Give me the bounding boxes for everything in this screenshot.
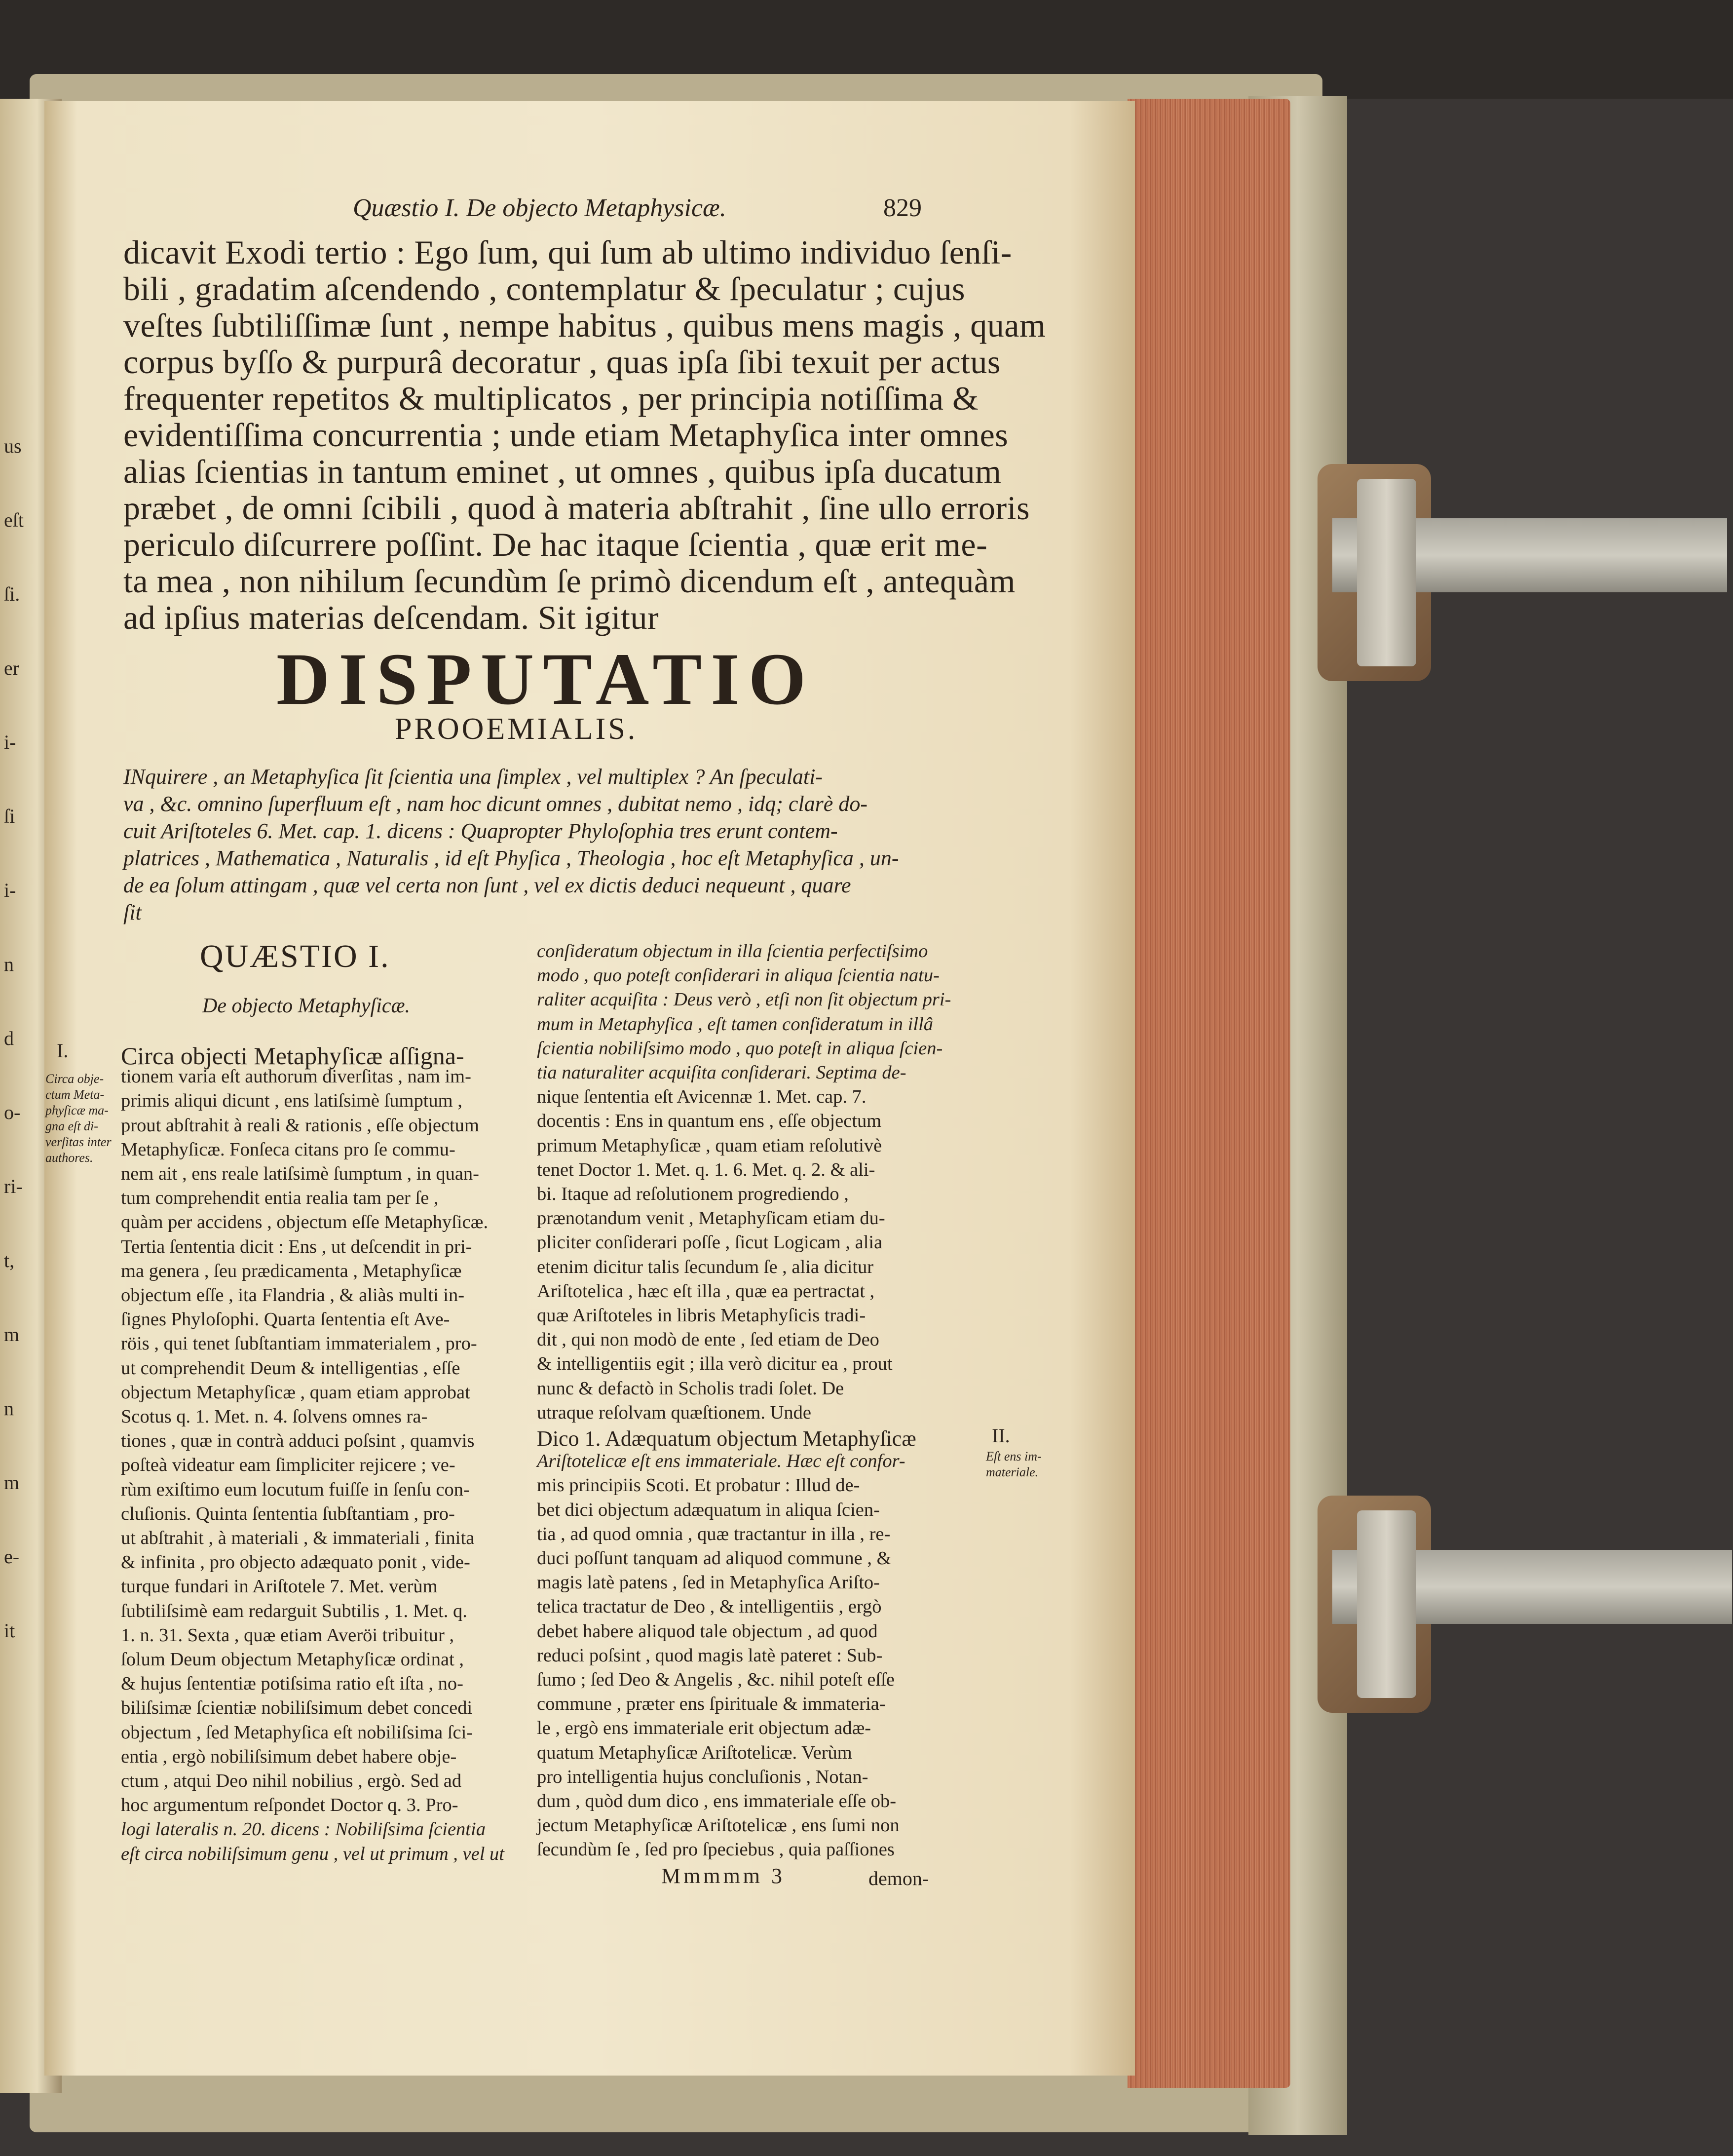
column-line: tiones , quæ in contrà adduci poſsint , quamvis xyxy=(121,1430,475,1452)
margin-note-line: ctum Meta- xyxy=(45,1087,105,1102)
column-line: tum comprehendit entia realia tam per ſe , xyxy=(121,1188,439,1209)
column-line: bi. Itaque ad reſolutionem progrediendo , xyxy=(537,1184,849,1204)
page-number: 829 xyxy=(883,194,922,222)
column-line: pro intelligentia hujus concluſionis , Notan- xyxy=(537,1766,868,1787)
column-line: rùm exiſtimo eum locutum fuiſſe in ſenſu con- xyxy=(121,1479,470,1500)
column-line: ſignes Phyloſophi. Quarta ſententia eſt Ave- xyxy=(121,1309,450,1330)
disputatio-subtitle: PROOEMIALIS. xyxy=(395,712,638,746)
column-line: Ariſtotelicæ eſt ens immateriale. Hæc eſt confor- xyxy=(537,1451,905,1472)
column-line: modo , quo poteſt conſiderari in aliqua ſcientia natu- xyxy=(537,965,940,986)
column-line: tia , ad quod omnia , quæ tractantur in illa , re- xyxy=(537,1523,891,1544)
facing-page-fragment: er xyxy=(4,657,20,679)
disputatio-title: DISPUTATIO xyxy=(276,638,815,720)
column-line: commune , præter ens ſpirituale & immateria- xyxy=(537,1694,886,1715)
margin-note-right xyxy=(986,1449,1042,1480)
facing-page-fragment: it xyxy=(4,1619,15,1642)
clasp-plate-bottom xyxy=(1357,1510,1416,1698)
body-line: dicavit Exodi tertio : Ego ſum, qui ſum ab ultimo individuo ſenſi- xyxy=(123,233,1012,271)
column-line: reduci poſsint , quod magis latè pateret : Sub- xyxy=(537,1645,883,1666)
margin-note-left xyxy=(45,1071,112,1166)
column-line: pliciter conſiderari poſſe , ſicut Logicam , alia xyxy=(537,1232,883,1253)
column-line: & intelligentiis egit ; illa verò dicitur ea , prout xyxy=(537,1353,893,1375)
column-line: utraque reſolvam quæſtionem. Unde xyxy=(537,1402,811,1423)
column-line: logi lateralis n. 20. dicens : Nobiliſsima ſcientia xyxy=(121,1819,486,1840)
question-heading: QUÆSTIO I. xyxy=(200,938,390,974)
body-line: ta mea , non nihilum ſecundùm ſe primò dicendum eſt , antequàm xyxy=(123,562,1016,600)
margin-note-line: verſitas inter xyxy=(45,1135,112,1149)
facing-page-fragment: eſt xyxy=(4,509,24,531)
column-line: magis latè patens , ſed in Metaphyſica Ariſto- xyxy=(537,1572,880,1593)
margin-note-line: Eſt ens im- xyxy=(986,1449,1042,1463)
intro-line: cuit Ariſtoteles 6. Met. cap. 1. dicens : Quapropter Phyloſophia tres erunt contem- xyxy=(123,819,838,843)
facing-page-fragment: t, xyxy=(4,1249,15,1271)
margin-note-line: Circa obje- xyxy=(45,1072,104,1086)
column-line: ſcientia nobiliſsimo modo , quo poteſt in aliqua ſcien- xyxy=(537,1038,943,1059)
facing-page-fragment: i- xyxy=(4,879,16,901)
column-line: & infinita , pro objecto adæquato ponit , vide- xyxy=(121,1552,470,1573)
running-head: Quæstio I. De objecto Metaphysicæ. xyxy=(353,194,726,222)
facing-page-fragment: m xyxy=(4,1471,20,1494)
column-line: quàm per accidens , objectum eſſe Metaphyſicæ. xyxy=(121,1212,489,1233)
body-line: evidentiſſima concurrentia ; unde etiam Metaphyſica inter omnes xyxy=(123,416,1009,454)
column-line: 1. n. 31. Sexta , quæ etiam Averöi tribuitur , xyxy=(121,1624,454,1646)
column-line: docentis : Ens in quantum ens , eſſe objectum xyxy=(537,1111,882,1132)
body-line: corpus byſſo & purpurâ decoratur , quas ipſa ſibi texuit per actus xyxy=(123,343,1001,381)
column-line: nunc & defactò in Scholis tradi ſolet. De xyxy=(537,1378,844,1399)
facing-page-fragment: n xyxy=(4,953,14,975)
margin-note-line: phyſicæ ma- xyxy=(45,1103,109,1117)
intro-line: INquirere , an Metaphyſica ſit ſcientia una ſimplex , vel multiplex ? An ſpeculati- xyxy=(123,765,823,789)
body-line: frequenter repetitos & multiplicatos , per principia notiſſima & xyxy=(123,380,979,417)
column-line: & hujus ſententiæ potiſsima ratio eſt iſta , no- xyxy=(121,1673,463,1694)
intro-line: de ea ſolum attingam , quæ vel certa non ſunt , vel ex dictis deduci nequeunt , quare xyxy=(123,873,851,897)
facing-page-fragment: o- xyxy=(4,1101,21,1123)
fore-edge-red xyxy=(1128,99,1290,2088)
column-line: cluſionis. Quinta ſententia ſubſtantiam , pro- xyxy=(121,1503,455,1524)
column-line: raliter acquiſita : Deus verò , etſi non ſit objectum pri- xyxy=(537,989,951,1010)
column-line: debet habere aliquod tale objectum , ad quod xyxy=(537,1620,878,1642)
column-line: Tertia ſententia dicit : Ens , ut deſcendit in pri- xyxy=(121,1236,472,1257)
column-line: Dico 1. Adæquatum objectum Metaphyſicæ xyxy=(537,1426,916,1451)
column-line: objectum , ſed Metaphyſica eſt nobiliſsima ſci- xyxy=(121,1722,473,1743)
column-line: röis , qui tenet ſubſtantiam immaterialem , pro- xyxy=(121,1333,477,1354)
margin-note-line: materiale. xyxy=(986,1465,1039,1479)
column-line: ctum , atqui Deo nihil nobilius , ergò. Sed ad xyxy=(121,1771,462,1791)
facing-page-fragment: n xyxy=(4,1397,14,1420)
column-line: conſideratum objectum in illa ſcientia perfectiſsimo xyxy=(537,941,928,962)
column-line: dum , quòd dum dico , ens immateriale eſſe ob- xyxy=(537,1791,897,1811)
column-line: duci poſſunt tanquam ad aliquod commune , & xyxy=(537,1548,892,1569)
column-line: tenet Doctor 1. Met. q. 1. 6. Met. q. 2. & ali- xyxy=(537,1159,875,1180)
column-line: le , ergò ens immateriale erit objectum adæ- xyxy=(537,1718,871,1739)
column-line: prænotandum venit , Metaphyſicam etiam du- xyxy=(537,1208,885,1229)
column-line: objectum eſſe , ita Flandria , & aliàs multi in- xyxy=(121,1285,465,1306)
column-line: telica tractatur de Deo , & intelligentiis , ergò xyxy=(537,1596,882,1617)
column-line: mis principiis Scoti. Et probatur : Illud de- xyxy=(537,1475,860,1496)
column-line: Metaphyſicæ. Fonſeca citans pro ſe commu- xyxy=(121,1139,455,1160)
column-line: Circa objecti Metaphyſicæ aſſigna- xyxy=(121,1042,464,1070)
column-line: ut comprehendit Deum & intelligentias , eſſe xyxy=(121,1357,460,1379)
column-line: tionem varia eſt authorum diverſitas , nam im- xyxy=(121,1066,471,1087)
facing-page-fragment: e- xyxy=(4,1545,20,1568)
intro-line: va , &c. omnino ſuperfluum eſt , nam hoc dicunt omnes , dubitat nemo , idq; clarè do- xyxy=(123,792,867,816)
column-line: turque fundari in Ariſtotele 7. Met. verùm xyxy=(121,1576,438,1597)
margin-number-right: II. xyxy=(992,1424,1010,1447)
column-line: jectum Metaphyſicæ Ariſtotelicæ , ens ſumi non xyxy=(537,1815,900,1836)
column-line: ut abſtrahit , à materiali , & immateriali , finita xyxy=(121,1528,475,1548)
column-line: ſolum Deum objectum Metaphyſicæ ordinat , xyxy=(121,1649,464,1670)
column-line: mum in Metaphyſica , eſt tamen conſideratum in illâ xyxy=(537,1013,934,1035)
catchword: demon- xyxy=(868,1867,929,1889)
facing-page-fragment: i- xyxy=(4,731,16,753)
facing-page-fragment: ſi. xyxy=(4,583,20,605)
margin-number-left: I. xyxy=(57,1040,69,1062)
column-line: tia naturaliter acquiſita conſiderari. Septima de- xyxy=(537,1062,906,1083)
intro-line: platrices , Mathematica , Naturalis , id eſt Phyſica , Theologia , hoc eſt Metaphyſica , un- xyxy=(123,846,899,870)
margin-note-line: gna eſt di- xyxy=(45,1119,98,1133)
facing-page-fragment: ſi xyxy=(4,805,15,827)
body-line: præbet , de omni ſcibili , quod à materia abſtrahit , ſine ullo erroris xyxy=(123,489,1030,527)
column-line: nem ait , ens reale latiſsimè ſumptum , in quan- xyxy=(121,1163,479,1184)
column-line: Ariſtotelica , hæc eſt illa , quæ ea pertractat , xyxy=(537,1280,875,1302)
column-line: ma genera , ſeu prædicamenta , Metaphyſicæ xyxy=(121,1260,462,1281)
body-line: bili , gradatim aſcendendo , contemplatur & ſpeculatur ; cujus xyxy=(123,270,965,308)
column-line: bet dici objectum adæquatum in aliqua ſcien- xyxy=(537,1499,880,1520)
column-line: prout abſtrahit à reali & rationis , eſſe objectum xyxy=(121,1115,479,1136)
column-line: Scotus q. 1. Met. n. 4. ſolvens omnes ra- xyxy=(121,1406,428,1427)
body-line: ad ipſius materias deſcendam. Sit igitur xyxy=(123,599,659,636)
column-line: entia , ergò nobiliſsimum debet habere obje- xyxy=(121,1746,457,1767)
facing-page-fragment: d xyxy=(4,1027,14,1049)
column-line: quatum Metaphyſicæ Ariſtotelicæ. Verùm xyxy=(537,1742,852,1763)
column-line: primis aliqui dicunt , ens latiſsimè ſumptum , xyxy=(121,1090,462,1112)
body-line: veſtes ſubtiliſſimæ ſunt , nempe habitus , quibus mens magis , quam xyxy=(123,307,1046,344)
intro-line: ſit xyxy=(123,900,142,924)
clasp-plate-top xyxy=(1357,479,1416,666)
facing-page-fragment: ri- xyxy=(4,1175,23,1197)
facing-page-fragment: m xyxy=(4,1323,20,1346)
signature-mark: Mmmmm 3 xyxy=(661,1864,786,1888)
column-line: objectum Metaphyſicæ , quam etiam approbat xyxy=(121,1382,470,1403)
column-line: quæ Ariſtoteles in libris Metaphyſicis tradi- xyxy=(537,1305,866,1326)
column-line: etenim dicitur talis ſecundum ſe , alia dicitur xyxy=(537,1256,874,1277)
column-line: biliſsimæ ſcientiæ nobiliſsimum debet concedi xyxy=(121,1697,473,1719)
question-subheading: De objecto Metaphyſicæ. xyxy=(202,995,411,1017)
margin-note-line: authores. xyxy=(45,1151,93,1165)
body-line: periculo diſcurrere poſſint. De hac itaque ſcientia , quæ erit me- xyxy=(123,526,988,563)
column-line: ſumo ; ſed Deo & Angelis , &c. nihil poteſt eſſe xyxy=(537,1669,895,1690)
column-line: nique ſententia eſt Avicennæ 1. Met. cap. 7. xyxy=(537,1086,866,1108)
column-line: dit , qui non modò de ente , ſed etiam de Deo xyxy=(537,1329,879,1350)
body-line: alias ſcientias in tantum eminet , ut omnes , quibus ipſa ducatum xyxy=(123,453,1002,490)
column-line: poſteà videatur eam ſimpliciter rejicere ; ve- xyxy=(121,1455,455,1476)
column-line: eſt circa nobiliſsimum genu , vel ut primum , vel ut xyxy=(121,1843,504,1864)
column-line: ſecundùm ſe , ſed pro ſpeciebus , quia paſſiones xyxy=(537,1839,895,1860)
column-line: hoc argumentum reſpondet Doctor q. 3. Pro- xyxy=(121,1795,458,1816)
facing-page-fragment: us xyxy=(4,435,22,457)
column-line: ſubtiliſsimè eam redarguit Subtilis , 1. Met. q. xyxy=(121,1600,467,1621)
column-line: primum Metaphyſicæ , quam etiam reſolutivè xyxy=(537,1135,882,1156)
